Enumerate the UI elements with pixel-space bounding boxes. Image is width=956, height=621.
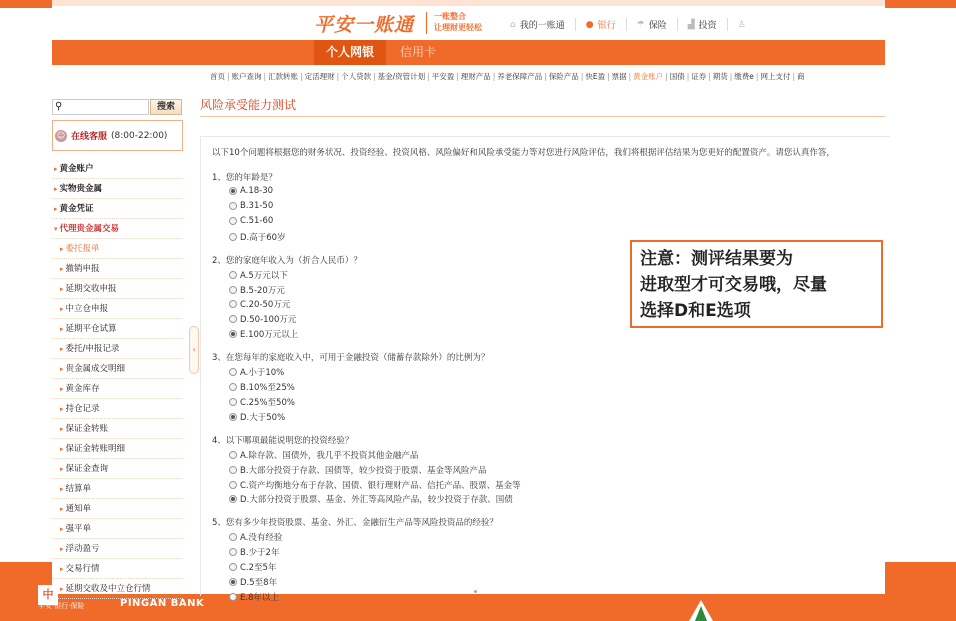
caret-right-icon: ▸ [60,425,64,433]
sub-nav [52,69,885,85]
subnav-item[interactable]: 快E盈 [585,72,606,81]
service-hours: (8:00-22:00) [111,130,168,141]
bank-icon: ● [585,19,594,30]
note-line2: 进取型才可交易哦，尽量 [640,275,827,295]
answer-option-label: D.大部分投资于股票、基金、外汇等高风险产品，较少投资于存款、国债 [240,495,513,506]
sidebar-item-label: 延期交收及中立仓行情 [65,584,151,594]
answer-option-label: A.小于10% [240,368,285,379]
service-name: 在线客服 [71,132,108,142]
radio-button[interactable] [229,548,237,556]
answer-option-label: A.除存款、国债外，我几乎不投资其他金融产品 [240,450,419,461]
sidebar-item[interactable] [52,559,183,579]
subnav-item[interactable]: 网上支付 [760,72,791,81]
footer-logo [38,580,204,609]
sidebar-item[interactable] [52,519,183,539]
radio-button[interactable] [229,578,237,586]
pingan-logo-icon: 中 [38,585,58,605]
radio-button[interactable] [229,368,237,376]
radio-button[interactable] [229,533,237,541]
subnav-item[interactable]: 汇款转账 [268,72,299,81]
radio-button[interactable] [229,495,237,503]
top-links [500,18,756,31]
toplink-label: 投资 [698,21,717,31]
subnav-item[interactable]: 定活理财 [304,72,335,81]
subnav-item[interactable]: 票据 [611,72,627,81]
sidebar-item-label: 实物贵金属 [59,184,103,194]
subnav-separator: | [686,72,690,81]
sidebar-item-label: 结算单 [65,484,92,494]
subnav-separator: | [665,72,668,81]
subnav-separator: | [263,72,267,81]
answer-option-label: E.8年以上 [240,592,279,603]
brand-header [52,6,885,40]
home-icon: ⌂ [510,19,516,30]
answer-option[interactable] [229,546,279,558]
subnav-separator: | [792,72,795,81]
question-text: 4、以下哪项最能说明您的投资经验？ [212,435,354,446]
sidebar-item[interactable] [52,439,183,459]
toplink-user[interactable] [728,18,756,31]
brand-logo[interactable]: 平安一账通 [314,14,415,36]
main-nav [52,40,885,65]
answer-option[interactable] [229,591,279,603]
caret-right-icon: ▸ [60,465,64,473]
sidebar-item-label: 延期平仓试算 [65,324,117,334]
toplink-my-account[interactable] [500,18,576,31]
note-line1: 注意：测评结果要为 [640,249,793,269]
subnav-separator: | [300,72,303,81]
subnav-item[interactable]: 养老保障产品 [497,72,543,81]
radio-button[interactable] [229,202,237,210]
radio-button[interactable] [229,217,237,225]
sidebar-item[interactable] [52,419,183,439]
answer-option-label: B.10%至25% [240,383,295,393]
sidebar-item-label: 黄金库存 [65,384,100,394]
subnav-separator: | [628,72,632,81]
sidebar-item-label: 黄金账户 [59,164,94,174]
sidebar-item-label: 中立仓申报 [65,304,109,314]
radio-button[interactable] [229,593,237,601]
caret-right-icon: ▸ [60,565,64,573]
annotation-note [630,240,883,328]
subnav-separator: | [456,72,459,81]
answer-option-label: C.25%至50% [240,397,295,408]
sidebar-item[interactable] [52,339,183,359]
answer-option-label: E.100万元以上 [240,330,299,341]
question-text: 3、在您每年的家庭收入中，可用于金融投资（储蓄存款除外）的比例为？ [212,353,490,364]
answer-option-label: A.没有经验 [240,533,283,544]
answer-option[interactable] [229,201,273,211]
subnav-separator: | [227,72,230,81]
tab-credit-card[interactable]: 信用卡 [400,45,437,59]
caret-right-icon: ▸ [60,505,64,513]
sidebar-item-label: 黄金凭证 [59,204,94,214]
subnav-item[interactable]: 商 [796,72,805,81]
side-menu [52,159,183,599]
answer-option-label: A.5万元以下 [240,270,288,281]
caret-right-icon: ▸ [60,345,64,353]
sidebar-item-label: 通知单 [65,504,92,514]
sidebar-item-label: 撤销申报 [65,264,100,274]
sidebar-item[interactable] [52,479,183,499]
answer-option-label: D.5至8年 [240,578,278,588]
subnav-item[interactable]: 账户查询 [231,72,262,81]
answer-option[interactable] [229,479,521,491]
answer-option-label: B.31-50 [240,200,274,211]
sidebar-item[interactable] [52,539,183,559]
page-indicator [474,590,477,593]
answer-option[interactable] [229,186,273,196]
brand-divider [426,12,427,34]
caret-right-icon: ▸ [60,265,64,273]
search-box [52,99,149,115]
radio-button[interactable] [229,271,237,279]
sidebar-item[interactable] [52,399,183,419]
sidebar-item-label: 代理贵金属交易 [59,224,120,234]
online-service[interactable] [52,120,183,151]
footer-bank-en: PINGAN BANK [120,598,205,609]
radio-button[interactable] [229,413,237,421]
answer-option[interactable] [229,464,487,476]
sidebar-item-label: 浮动盈亏 [65,544,100,554]
subnav-item[interactable]: 黄金账户 [633,72,664,81]
caret-right-icon: ▸ [60,585,64,593]
chart-icon: ▟ [687,19,695,30]
sidebar-item[interactable] [52,459,183,479]
radio-button[interactable] [229,233,237,241]
sidebar-item[interactable] [52,359,183,379]
answer-option[interactable] [229,561,276,573]
title-divider [200,116,885,117]
page-title: 风险承受能力测试 [200,98,297,112]
radio-button[interactable] [229,286,237,294]
caret-right-icon: ▸ [54,165,58,173]
sidebar-item[interactable] [52,499,183,519]
sidebar-item[interactable] [52,179,183,199]
subnav-separator: | [580,72,584,81]
question-text: 5、您有多少年投资股票、基金、外汇、金融衍生产品等风险投资品的经验？ [212,518,498,529]
caret-right-icon: ▸ [60,485,64,493]
subnav-separator: | [544,72,547,81]
subnav-item[interactable]: 个人贷款 [341,72,372,81]
sidebar-item-label: 委托报单 [65,244,100,254]
sidebar-item[interactable] [52,319,183,339]
subnav-item[interactable]: 理财产品 [460,72,491,81]
radio-button[interactable] [229,383,237,391]
answer-option[interactable] [229,396,295,408]
caret-right-icon: ▸ [54,185,58,193]
toplink-label: 保险 [648,21,667,31]
radio-button[interactable] [229,466,237,474]
caret-right-icon: ▸ [60,285,64,293]
answer-option[interactable] [229,493,513,505]
subnav-item[interactable]: 证券 [691,72,707,81]
sidebar-item-label: 贵金属成交明细 [65,364,126,374]
answer-option[interactable] [229,313,296,325]
answer-option-label: C.2至5年 [240,563,277,574]
search-icon: ⚲ [55,101,63,112]
subnav-separator: | [708,72,711,81]
answer-option-label: A.18-30 [240,186,274,196]
collapse-sidebar-button[interactable]: ‹ [189,326,199,374]
caret-right-icon: ▸ [60,525,64,533]
sidebar-item-label: 保证金转账明细 [65,444,126,454]
radio-button[interactable] [229,300,237,308]
radio-button[interactable] [229,481,237,489]
subnav-separator: | [373,72,376,81]
radio-button[interactable] [229,398,237,406]
answer-option[interactable] [229,531,282,543]
answer-option[interactable] [229,411,285,423]
answer-option-label: B.5-20万元 [240,285,285,296]
caret-right-icon: ▸ [60,385,64,393]
subnav-separator: | [755,72,759,81]
sidebar-item[interactable] [52,259,183,279]
sidebar-item[interactable] [52,159,183,179]
subnav-separator: | [729,72,733,81]
toplink-bank[interactable] [576,18,627,31]
question-text: 1、您的年龄是？ [212,173,277,183]
search-input[interactable] [67,100,147,114]
subnav-separator: | [336,72,340,81]
caret-right-icon: ▸ [60,245,64,253]
answer-option-label: D.高于60岁 [240,232,286,243]
sidebar-item[interactable] [52,299,183,319]
answer-option[interactable] [229,298,290,310]
questionnaire-intro: 以下10个问题将根据您的财务状况、投资经验、投资风格、风险偏好和风险承受能力等对您进行风险评估，我们将根据评估结果为您更好的配置资产。请您认真作答， [212,148,835,158]
subnav-separator: | [492,72,496,81]
toplink-label: 我的一账通 [519,21,565,31]
caret-right-icon: ▸ [60,325,64,333]
sidebar-item-label: 保证金查询 [65,464,109,474]
question-text: 2、您的家庭年收入为（折合人民币）？ [212,255,362,266]
slogan-line1: 一账整合 [434,12,466,21]
umbrella-icon: ☂ [636,19,645,30]
sidebar-item[interactable] [52,279,183,299]
banking-screenshot [52,6,885,603]
toplink-invest[interactable] [678,18,728,31]
sidebar-item[interactable] [52,219,183,239]
answer-option[interactable] [229,216,273,226]
caret-right-icon: ▸ [60,445,64,453]
caret-down-icon: ▾ [54,225,58,233]
answer-option-label: B.少于2年 [240,548,280,559]
emblem-icon [686,598,716,621]
caret-right-icon: ▸ [60,545,64,553]
radio-button[interactable] [229,451,237,459]
service-agent-icon: ☺ [56,130,66,140]
answer-option-label: B.大部分投资于存款、国债等，较少投资于股票、基金等风险产品 [240,465,487,476]
answer-option[interactable] [229,269,288,281]
answer-option-label: D.大于50% [240,412,286,423]
answer-option[interactable] [229,284,285,296]
answer-option[interactable] [229,576,277,588]
sidebar-item[interactable] [52,199,183,219]
caret-right-icon: ▸ [60,405,64,413]
sidebar-item-label: 交易行情 [65,564,100,574]
user-icon: ♙ [737,19,746,30]
subnav-item[interactable]: 基金/资管计划 [377,72,426,81]
tab-personal-banking[interactable]: 个人网银 [314,40,386,65]
footer-bank-cn: 平安·银行·保险 [38,602,85,610]
caret-right-icon: ▸ [54,205,58,213]
answer-option-label: D.50-100万元 [240,315,297,326]
radio-button[interactable] [229,563,237,571]
caret-right-icon: ▸ [60,365,64,373]
subnav-item[interactable]: 保险产品 [548,72,579,81]
answer-option[interactable] [229,231,286,243]
sidebar-item[interactable] [52,239,183,259]
answer-option[interactable] [229,328,298,340]
answer-option-label: C.20-50万元 [240,300,291,311]
sidebar-item-label: 保证金转账 [65,424,109,434]
sidebar-item-label: 委托/申报记录 [65,344,120,354]
sidebar-item-label: 持仓记录 [65,404,100,414]
radio-button[interactable] [229,315,237,323]
subnav-item[interactable]: 平安盈 [431,72,455,81]
subnav-item[interactable]: 首页 [210,72,225,81]
answer-option[interactable] [229,381,295,393]
toplink-label: 银行 [597,21,616,31]
radio-button[interactable] [229,330,237,338]
slogan-line2: 让理财更轻松 [434,23,482,32]
note-line3: 选择D和E选项 [640,301,751,321]
subnav-separator: | [607,72,610,81]
answer-option-label: C.51-60 [240,215,274,226]
subnav-item[interactable]: 国债 [669,72,685,81]
subnav-separator: | [427,72,430,81]
subnav-item[interactable]: 期货 [712,72,728,81]
brand-slogan [434,11,482,33]
sidebar-item[interactable] [52,379,183,399]
radio-button[interactable] [229,187,237,195]
answer-option[interactable] [229,366,284,378]
search-button[interactable]: 搜索 [150,99,182,115]
answer-option-label: C.资产均衡地分布于存款、国债、银行理财产品、信托产品、股票、基金等 [240,480,521,491]
toplink-insurance[interactable] [627,18,678,31]
sidebar-item-label: 延期交收申报 [65,284,117,294]
caret-right-icon: ▸ [60,305,64,313]
sidebar-item-label: 强平单 [65,524,92,534]
subnav-item[interactable]: 缴费e [734,72,754,81]
answer-option[interactable] [229,449,418,461]
